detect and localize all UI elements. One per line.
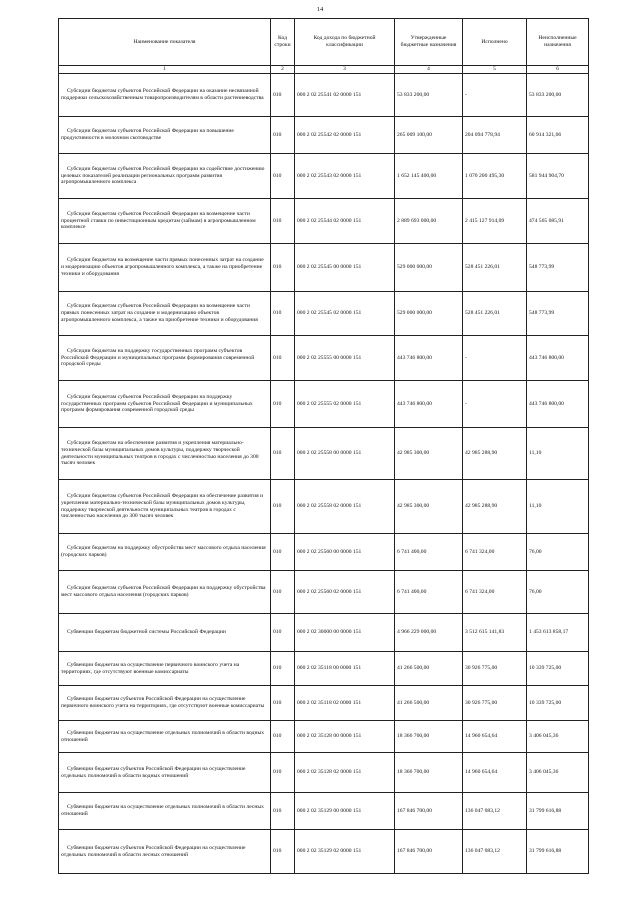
row-approved-cell: 167 846 700,00 [395, 793, 463, 830]
row-name-cell: Субсидии бюджетам на поддержку государственных программ субъектов Российской Федерации и муниципальных программ формирования современной городской среды [59, 336, 271, 381]
row-line-code-cell: 010 [271, 721, 295, 753]
row-income-code-cell: 000 2 02 25541 02 0000 151 [295, 74, 395, 117]
table-row [59, 244, 589, 292]
row-executed-cell: 14 960 654,64 [463, 721, 527, 753]
row-income-code-cell: 000 2 02 25560 00 0000 151 [295, 534, 395, 571]
row-line-code-cell: 010 [271, 244, 295, 292]
row-approved-cell: 41 266 500,00 [395, 652, 463, 686]
row-executed-cell: 42 985 288,90 [463, 428, 527, 480]
row-executed-cell: 42 985 288,90 [463, 480, 527, 534]
row-name-cell: Субвенции бюджетам субъектов Российской Федерации на осуществление отдельных полномочий в области водных отношений [59, 753, 271, 793]
row-unexecuted-cell: 76,00 [527, 534, 589, 571]
row-line-code-cell: 010 [271, 686, 295, 721]
row-income-code-cell: 000 2 02 25558 02 0000 151 [295, 480, 395, 534]
row-executed-cell: 2 415 127 914,09 [463, 199, 527, 244]
table-row [59, 753, 589, 793]
row-unexecuted-cell: 60 914 321,06 [527, 117, 589, 154]
column-number-row [59, 66, 589, 74]
row-line-code-cell: 010 [271, 830, 295, 874]
row-executed-cell: 528 451 226,01 [463, 244, 527, 292]
row-line-code-cell: 010 [271, 292, 295, 336]
row-approved-cell: 6 741 400,00 [395, 534, 463, 571]
row-unexecuted-cell: 31 799 616,88 [527, 793, 589, 830]
row-unexecuted-cell: 3 406 045,36 [527, 753, 589, 793]
row-income-code-cell: 000 2 02 35129 00 0000 151 [295, 793, 395, 830]
row-unexecuted-cell: 3 406 045,36 [527, 721, 589, 753]
row-income-code-cell: 000 2 02 30000 00 0000 151 [295, 614, 395, 652]
row-approved-cell: 529 000 000,00 [395, 244, 463, 292]
row-name-cell: Субвенции бюджетам субъектов Российской Федерации на осуществление отдельных полномочий в области лесных отношений [59, 830, 271, 874]
row-income-code-cell: 000 2 02 35118 00 0000 151 [295, 652, 395, 686]
row-approved-cell: 265 009 100,00 [395, 117, 463, 154]
row-executed-cell: 30 926 775,00 [463, 686, 527, 721]
row-executed-cell: 6 741 324,00 [463, 571, 527, 614]
column-number: 1 [59, 66, 271, 74]
row-name-cell: Субсидии бюджетам субъектов Российской Федерации на поддержку обустройства мест массового отдыха населения (городских парков) [59, 571, 271, 614]
row-unexecuted-cell: 11,10 [527, 428, 589, 480]
row-approved-cell: 529 000 000,00 [395, 292, 463, 336]
header-line-code: Код строки [271, 19, 295, 66]
row-income-code-cell: 000 2 02 25558 00 0000 151 [295, 428, 395, 480]
table-row [59, 381, 589, 428]
row-executed-cell: 136 047 083,12 [463, 793, 527, 830]
row-line-code-cell: 010 [271, 652, 295, 686]
row-executed-cell: 136 047 083,12 [463, 830, 527, 874]
column-number: 6 [527, 66, 589, 74]
row-executed-cell: 14 960 654,64 [463, 753, 527, 793]
row-unexecuted-cell: 11,10 [527, 480, 589, 534]
row-unexecuted-cell: 31 799 616,88 [527, 830, 589, 874]
row-executed-cell: 3 512 615 141,83 [463, 614, 527, 652]
row-name-cell: Субсидии бюджетам субъектов Российской Федерации на поддержку государственных программ субъектов Российской Федерации и муниципальных программ формирования современной городской среды [59, 381, 271, 428]
page-number: 14 [316, 6, 324, 13]
table-row [59, 428, 589, 480]
row-income-code-cell: 000 2 02 25542 02 0000 151 [295, 117, 395, 154]
row-line-code-cell: 010 [271, 480, 295, 534]
row-name-cell: Субсидии бюджетам субъектов Российской Федерации на возмещение части процентной ставки по инвестиционным кредитам (займам) в агропромышленном комплексе [59, 199, 271, 244]
header-indicator-name: Наименование показателя [59, 19, 271, 66]
row-approved-cell: 41 266 500,00 [395, 686, 463, 721]
row-approved-cell: 6 741 400,00 [395, 571, 463, 614]
row-name-cell: Субсидии бюджетам субъектов Российской Федерации на обеспечение развития и укрепления материально-технической базы муниципальных домов культуры, поддержку творческой деятельности муниципальных театров в городах с численностью населения до 300 тысяч человек [59, 480, 271, 534]
row-executed-cell: - [463, 74, 527, 117]
row-unexecuted-cell: 548 773,99 [527, 292, 589, 336]
table-row [59, 686, 589, 721]
row-line-code-cell: 010 [271, 381, 295, 428]
row-name-cell: Субвенции бюджетам на осуществление отдельных полномочий в области лесных отношений [59, 793, 271, 830]
row-income-code-cell: 000 2 02 35128 00 0000 151 [295, 721, 395, 753]
row-income-code-cell: 000 2 02 25545 00 0000 151 [295, 244, 395, 292]
row-approved-cell: 18 366 700,00 [395, 753, 463, 793]
row-unexecuted-cell: 443 746 800,00 [527, 381, 589, 428]
row-name-cell: Субсидии бюджетам на возмещение части прямых понесенных затрат на создание и модернизацию объектов агропромышленного комплекса, а также на приобретение техники и оборудования [59, 244, 271, 292]
table-row [59, 292, 589, 336]
row-income-code-cell: 000 2 02 25545 02 0000 151 [295, 292, 395, 336]
row-line-code-cell: 010 [271, 571, 295, 614]
row-income-code-cell: 000 2 02 35118 02 0000 151 [295, 686, 395, 721]
row-name-cell: Субсидии бюджетам субъектов Российской Федерации на содействие достижению целевых показателей реализации региональных программ развития агропромышленного комплекса [59, 154, 271, 199]
row-unexecuted-cell: 10 339 725,00 [527, 652, 589, 686]
row-name-cell: Субсидии бюджетам на обеспечение развития и укрепления материально-технической базы муниципальных домов культуры, поддержку творческой деятельности муниципальных театров в городах с численностью населения до 300 тысяч человек [59, 428, 271, 480]
row-income-code-cell: 000 2 02 25555 02 0000 151 [295, 381, 395, 428]
row-unexecuted-cell: 1 453 613 858,17 [527, 614, 589, 652]
table-row [59, 534, 589, 571]
table-row [59, 480, 589, 534]
row-name-cell: Субсидии бюджетам субъектов Российской Федерации на повышение продуктивности в молочном скотоводстве [59, 117, 271, 154]
table-row [59, 571, 589, 614]
row-name-cell: Субвенции бюджетам на осуществление первичного воинского учета на территориях, где отсутствуют военные комиссариаты [59, 652, 271, 686]
row-unexecuted-cell: 76,00 [527, 571, 589, 614]
table-row [59, 721, 589, 753]
table-row [59, 154, 589, 199]
table-row [59, 652, 589, 686]
table-row [59, 117, 589, 154]
table-body [59, 74, 589, 874]
row-income-code-cell: 000 2 02 35128 02 0000 151 [295, 753, 395, 793]
row-approved-cell: 1 652 145 400,00 [395, 154, 463, 199]
row-line-code-cell: 010 [271, 534, 295, 571]
column-number: 2 [271, 66, 295, 74]
row-line-code-cell: 010 [271, 614, 295, 652]
row-income-code-cell: 000 2 02 25560 02 0000 151 [295, 571, 395, 614]
row-income-code-cell: 000 2 02 35129 02 0000 151 [295, 830, 395, 874]
row-approved-cell: 443 746 800,00 [395, 336, 463, 381]
row-name-cell: Субвенции бюджетам субъектов Российской Федерации на осуществление первичного воинского учета на территориях, где отсутствуют военные комиссариаты [59, 686, 271, 721]
row-income-code-cell: 000 2 02 25544 02 0000 151 [295, 199, 395, 244]
table-row [59, 336, 589, 381]
row-unexecuted-cell: 443 746 800,00 [527, 336, 589, 381]
row-executed-cell: 30 926 775,00 [463, 652, 527, 686]
row-executed-cell: - [463, 336, 527, 381]
row-name-cell: Субвенции бюджетам бюджетной системы Российской Федерации [59, 614, 271, 652]
row-line-code-cell: 010 [271, 753, 295, 793]
table-header-row [59, 19, 589, 66]
table-row [59, 614, 589, 652]
row-unexecuted-cell: 474 565 085,91 [527, 199, 589, 244]
row-line-code-cell: 010 [271, 154, 295, 199]
row-name-cell: Субсидии бюджетам субъектов Российской Федерации на оказание несвязанной поддержки сельскохозяйственным товаропроизводителям в области растениеводства [59, 74, 271, 117]
budget-execution-table [58, 18, 589, 874]
table-row [59, 199, 589, 244]
row-income-code-cell: 000 2 02 25543 02 0000 151 [295, 154, 395, 199]
row-executed-cell: 6 741 324,00 [463, 534, 527, 571]
row-income-code-cell: 000 2 02 25555 00 0000 151 [295, 336, 395, 381]
column-number: 3 [295, 66, 395, 74]
row-unexecuted-cell: 10 339 725,00 [527, 686, 589, 721]
row-executed-cell: 528 451 226,01 [463, 292, 527, 336]
column-number: 4 [395, 66, 463, 74]
header-executed: Исполнено [463, 19, 527, 66]
row-line-code-cell: 010 [271, 336, 295, 381]
row-approved-cell: 42 985 300,00 [395, 428, 463, 480]
row-executed-cell: - [463, 381, 527, 428]
row-name-cell: Субвенции бюджетам на осуществление отдельных полномочий в области водных отношений [59, 721, 271, 753]
column-number: 5 [463, 66, 527, 74]
row-line-code-cell: 010 [271, 793, 295, 830]
row-unexecuted-cell: 548 773,99 [527, 244, 589, 292]
row-executed-cell: 1 070 200 495,30 [463, 154, 527, 199]
row-approved-cell: 2 889 693 000,00 [395, 199, 463, 244]
row-approved-cell: 443 746 800,00 [395, 381, 463, 428]
row-executed-cell: 204 094 778,94 [463, 117, 527, 154]
row-name-cell: Субсидии бюджетам субъектов Российской Федерации на возмещение части прямых понесенных затрат на создание и модернизацию объектов агропромышленного комплекса, а также на приобретение техники и оборудования [59, 292, 271, 336]
row-approved-cell: 167 846 700,00 [395, 830, 463, 874]
row-approved-cell: 53 833 200,00 [395, 74, 463, 117]
row-line-code-cell: 010 [271, 74, 295, 117]
header-approved: Утвержденные бюджетные назначения [395, 19, 463, 66]
row-approved-cell: 4 966 229 000,00 [395, 614, 463, 652]
row-unexecuted-cell: 581 944 904,70 [527, 154, 589, 199]
row-line-code-cell: 010 [271, 199, 295, 244]
row-line-code-cell: 010 [271, 117, 295, 154]
row-approved-cell: 18 366 700,00 [395, 721, 463, 753]
table-row [59, 74, 589, 117]
table-row [59, 830, 589, 874]
row-unexecuted-cell: 53 833 200,00 [527, 74, 589, 117]
row-name-cell: Субсидии бюджетам на поддержку обустройства мест массового отдыха населения (городских парков) [59, 534, 271, 571]
header-unexecuted: Неисполненные назначения [527, 19, 589, 66]
row-approved-cell: 42 985 300,00 [395, 480, 463, 534]
table-row [59, 793, 589, 830]
row-line-code-cell: 010 [271, 428, 295, 480]
header-income-code: Код дохода по бюджетной классификации [295, 19, 395, 66]
